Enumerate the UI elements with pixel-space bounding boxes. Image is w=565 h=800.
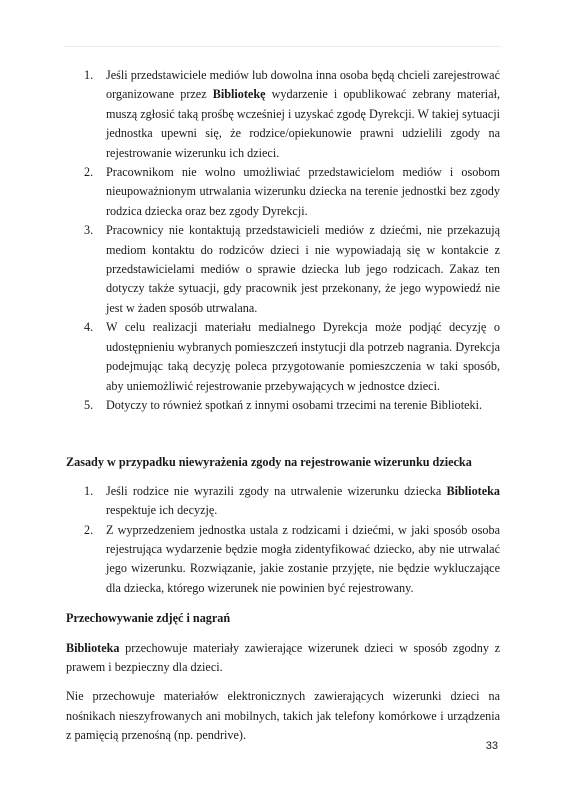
list-item-number: 1. [84,68,94,82]
list-item-number: 5. [84,397,94,412]
list-item-number: 2. [84,522,94,537]
list-item-number: 1. [84,483,94,498]
list-item [84,221,500,318]
list-item [84,66,500,163]
list-item-text: Pracownicy nie kontaktują przedstawicieli mediów z dziećmi, nie przekazują mediom kontaktu do rodziców dzieci i nie wypowiadają się w kontakcie z przedstawicielami mediów o sprawie dziecka lub jego rodzicach. Zakaz ten dotyczy także sytuacji, gdy pracownik jest przekonany, że jego wypowiedź nie jest w żaden sposób utrwalana. [106,223,500,315]
list-item-number: 2. [84,165,94,180]
page-number: 33 [485,740,498,752]
media-rules-list [84,66,500,415]
list-item-text: respektuje ich decyzję. [106,503,218,518]
page-content [66,66,500,746]
section-heading-storage: Przechowywanie zdjęć i nagrań [66,611,231,626]
list-item-text: Pracownikom nie wolno umożliwiać przedstawicielom mediów i osobom nieupoważnionym utrwalania wizerunku dziecka na terenie jednostki bez zgody rodzica dziecka oraz bez zgody Dyrekcji. [106,165,500,218]
list-item [84,163,500,221]
list-item-number: 4. [84,320,94,335]
header-rule [64,46,501,47]
list-item-text: wydarzenie i opublikować zebrany materiał, muszą zgłosić taką prośbę wcześniej i uzyskać zgodę Dyrekcji. W takiej sytuacji jednostka upewni się, że rodzice/opiekunowie prawni udzielili zgody na rejestrowanie wizerunku ich dzieci. [106,87,500,160]
list-item [84,396,500,415]
list-item [84,318,500,396]
storage-paragraph-1 [66,639,500,678]
list-item-text: Jeśli rodzice nie wyrazili zgody na utrwalenie wizerunku dziecka [106,483,447,498]
list-item [84,521,500,599]
no-consent-list [84,482,500,598]
section-heading-no-consent: Zasady w przypadku niewyrażenia zgody na rejestrowanie wizerunku dziecka [66,455,472,470]
list-item-bold: Biblioteka [446,483,500,498]
paragraph-bold: Biblioteka [66,640,120,655]
list-item-bold: Bibliotekę [212,87,266,102]
list-item-text: W celu realizacji materiału medialnego Dyrekcja może podjąć decyzję o udostępnieniu wybranych pomieszczeń instytucji dla potrzeb nagrania. Dyrekcja podejmując taką decyzję poleca przygotowanie pomieszczenia w taki sposób, aby uniemożliwić rejestrowanie przebywających w jednostce dzieci. [106,320,500,393]
list-item-number: 3. [84,223,94,238]
list-item-text: Dotyczy to również spotkań z innymi osobami trzecimi na terenie Biblioteki. [106,397,483,412]
list-item-text: Jeśli przedstawiciele mediów lub dowolna inna osoba będą chcieli zarejestrować organizowane przez [106,68,500,102]
list-item [84,482,500,521]
paragraph-text: przechowuje materiały zawierające wizerunek dzieci w sposób zgodny z prawem i bezpieczny dla dzieci. [66,640,500,674]
list-item-text: Z wyprzedzeniem jednostka ustala z rodzicami i dziećmi, w jaki sposób osoba rejestrująca wydarzenie będzie mogła zidentyfikować dziecko, aby nie utrwalać jego wizerunku. Rozwiązanie, jakie zostanie przyjęte, nie będzie wykluczające dla dziecka, którego wizerunek nie powinien być rejestrowany. [106,522,500,595]
storage-paragraph-2: Nie przechowuje materiałów elektronicznych zawierających wizerunki dzieci na nośnikach nieszyfrowanych ani mobilnych, takich jak telefony komórkowe i urządzenia z pamięcią przenośną (np. pendrive). [66,689,500,743]
